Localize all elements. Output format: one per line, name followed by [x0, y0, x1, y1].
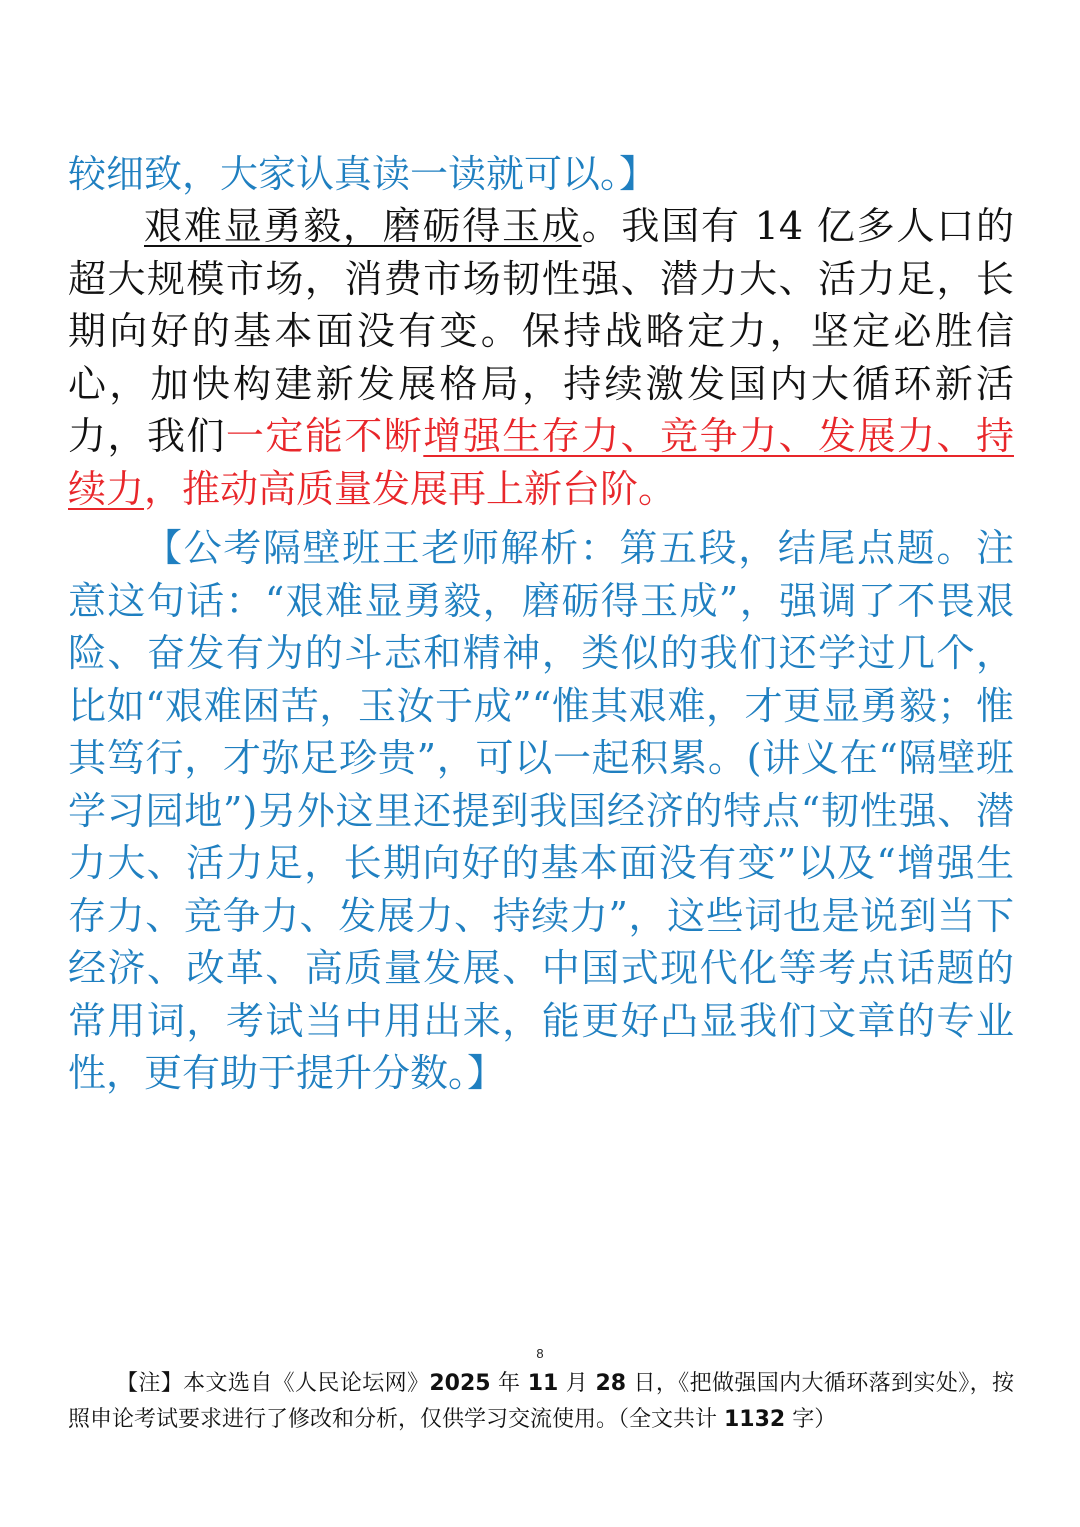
- footnote-suffix: 字）: [785, 1407, 837, 1432]
- analysis-tail-text: 较细致，大家认真读一读就可以。】: [68, 152, 658, 196]
- footnote: [68, 1366, 1014, 1438]
- footnote-prefix: 【注】本文选自《人民论坛网》: [116, 1371, 430, 1396]
- footnote-month: 11: [527, 1371, 559, 1396]
- analysis-text: 【公考隔壁班王老师解析：第五段，结尾点题。注意这句话：“艰难显勇毅，磨砺得玉成”，强调了不畏艰险、奋发有为的斗志和精神，类似的我们还学过几个，比如“艰难困苦，玉汝于成”“惟其艰难，才更显勇毅；惟其笃行，才弥足珍贵”，可以一起积累。(讲义在“隔壁班学习园地”)另外这里还提到我国经济的特点“韧性强、潜力大、活力足，长期向好的基本面没有变”以及“增强生存力、竞争力、发展力、持续力”，这些词也是说到当下经济、改革、高质量发展、中国式现代化等考点话题的常用词，考试当中用出来，能更好凸显我们文章的专业性，更有助于提升分数。】: [68, 526, 1014, 1095]
- emphasis-tail-text: ，推动高质量发展再上新台阶。: [144, 466, 677, 511]
- analysis-paragraph-tail: [68, 148, 1014, 201]
- analysis-paragraph: [68, 522, 1014, 1100]
- footnote-month-unit: 月: [558, 1371, 596, 1396]
- paragraph-body: 。我国有 14 亿多人口的超大规模市场，消费市场韧性强、潜力大、活力足，长期向好的基本面没有变。保持战略定力，坚定必胜信心，加快构建新发展格局，持续激发国内大循环新活力，我们: [68, 204, 1014, 458]
- body-paragraph: [68, 200, 1014, 515]
- page-number: 8: [536, 1346, 544, 1361]
- emphasis-underlined-text: 增强生存力、竞争力、发展力、持续力: [68, 414, 1014, 511]
- footnote-word-count: 1132: [724, 1407, 786, 1432]
- paragraph-heading: 艰难显勇毅，磨砺得玉成: [144, 204, 582, 248]
- footnote-day: 28: [595, 1371, 627, 1396]
- emphasis-text: 一定能不断: [225, 414, 424, 458]
- footnote-year-unit: 年: [490, 1371, 528, 1396]
- footnote-year: 2025: [429, 1371, 491, 1396]
- footnote-middle: 日，《把做强国内大循环落到实处》，按照申论考试要求进行了修改和分析，仅供学习交流使用。（全文共计: [68, 1371, 1014, 1432]
